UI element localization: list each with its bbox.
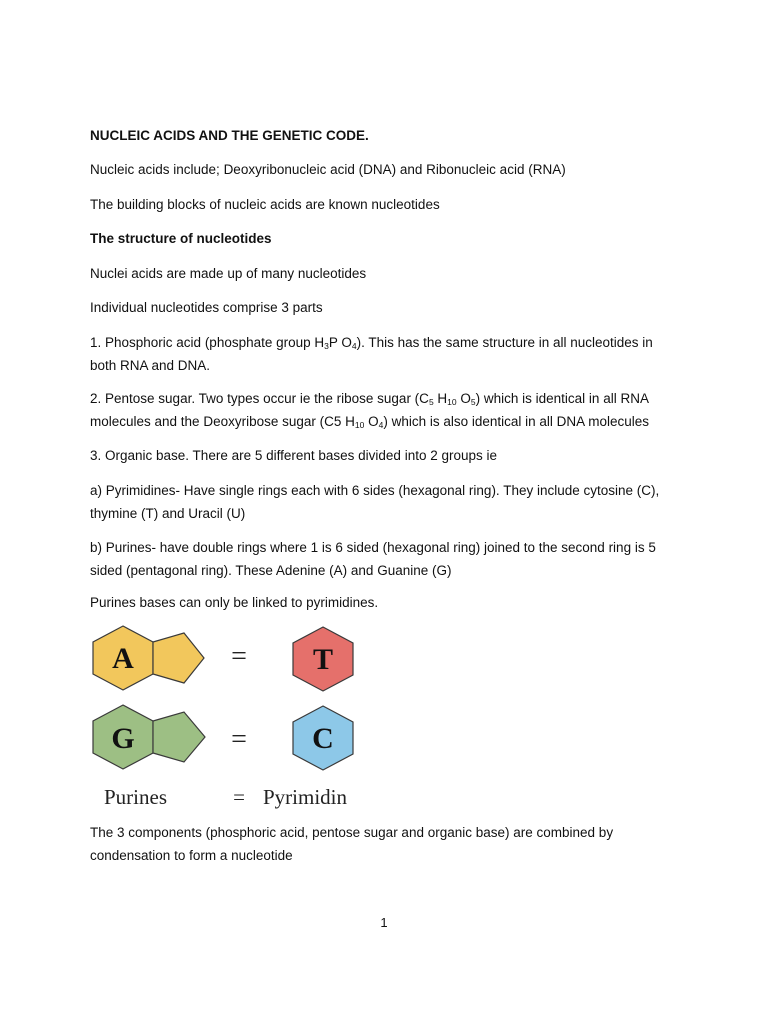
paragraph-three-parts: Individual nucleotides comprise 3 parts xyxy=(90,300,323,315)
paragraph-building-blocks: The building blocks of nucleic acids are known nucleotides xyxy=(90,197,440,212)
list-item-pyrimidines: a) Pyrimidines- Have single rings each with 6 sides (hexagonal ring). They include cytosine (C), thymine (T) and Uracil (U) xyxy=(90,483,660,521)
list-item-purines: b) Purines- have double rings where 1 is 6 sided (hexagonal ring) joined to the second ring is 5 sided (pentagonal ring). These Adenine (A) and Guanine (G) xyxy=(90,540,656,578)
page-number: 1 xyxy=(380,915,388,930)
list-item-organic-base: 3. Organic base. There are 5 different bases divided into 2 groups ie xyxy=(90,448,498,463)
paragraph-nucleic-acids-include: Nucleic acids include; Deoxyribonucleic acid (DNA) and Ribonucleic acid (RNA) xyxy=(90,162,566,177)
adenine-pentagon-shape xyxy=(153,633,204,683)
caption-equals-sign: = xyxy=(233,785,245,809)
pair-equals-sign-1: = xyxy=(231,641,247,672)
pyrimidin-caption: Pyrimidin xyxy=(263,785,348,809)
thymine-label: T xyxy=(312,643,334,676)
base-pairing-diagram xyxy=(86,622,386,814)
paragraph-condensation: The 3 components (phosphoric acid, pentose sugar and organic base) are combined by condensation to form a nucleotide xyxy=(90,825,614,863)
document-heading: NUCLEIC ACIDS AND THE GENETIC CODE. xyxy=(90,128,369,143)
paragraph-purine-pyrimidine-linking: Purines bases can only be linked to pyrimidines. xyxy=(90,595,379,610)
list-item-phosphoric-acid: 1. Phosphoric acid (phosphate group $H_3P$ $O_4$). This has the same structure in all nucleotides in both RNA and DNA. xyxy=(90,335,653,373)
guanine-pentagon-shape xyxy=(153,712,205,762)
list-item-pentose-sugar: 2. Pentose sugar. Two types occur ie the ribose sugar ($C_5$ $H_{10}$ $O_5$) which is identical in all RNA molecules and the Deoxyribose sugar (C5 $H_{10}$ $O_4$) which is also identical in all DNA molecules xyxy=(90,391,649,430)
adenine-label: A xyxy=(112,642,134,675)
cytosine-label: C xyxy=(312,722,334,755)
paragraph-nuclei-acids: Nuclei acids are made up of many nucleotides xyxy=(90,266,367,281)
section-subheading: The structure of nucleotides xyxy=(90,231,272,246)
purines-caption: Purines xyxy=(104,785,167,809)
pair-equals-sign-2: = xyxy=(231,724,247,755)
guanine-label: G xyxy=(111,722,135,755)
